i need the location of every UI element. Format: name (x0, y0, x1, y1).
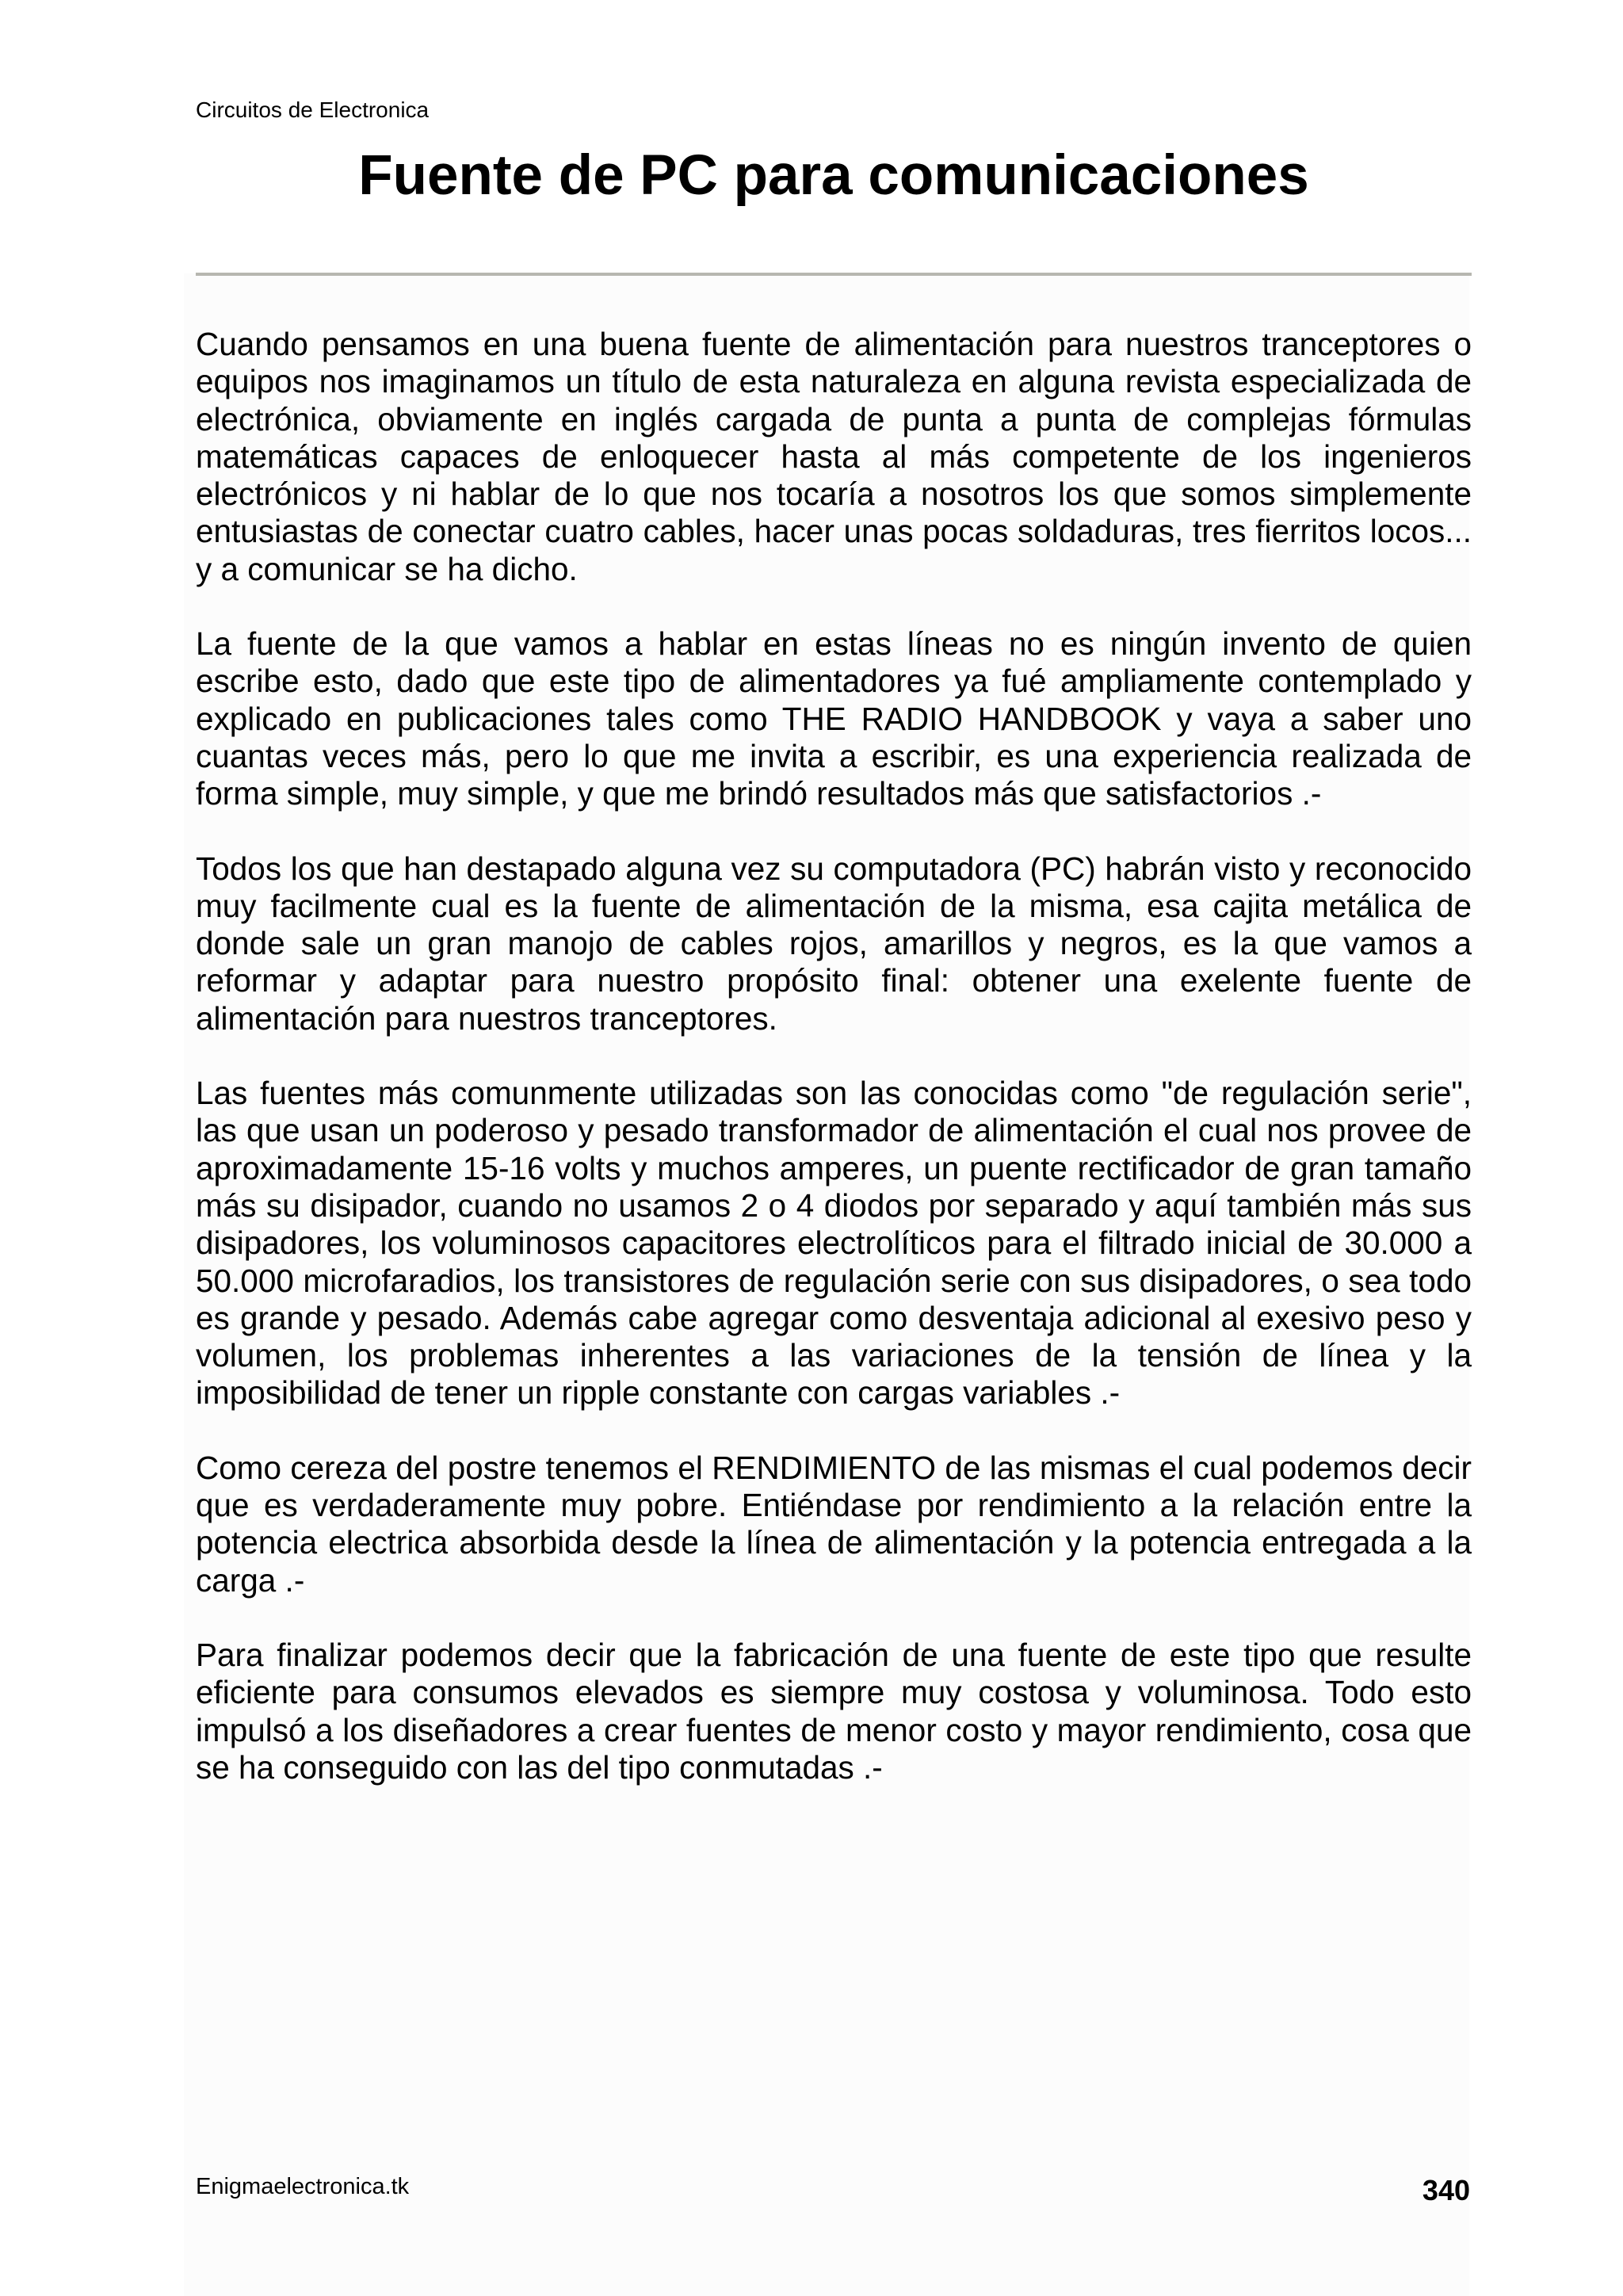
document-title: Fuente de PC para comunicaciones (358, 144, 1309, 207)
running-header: Circuitos de Electronica (196, 97, 430, 122)
paragraph: Cuando pensamos en una buena fuente de alimentación para nuestros tranceptores o equipos nos imaginamos un título de esta naturaleza en alguna revista especializada de electrónica, obviamente en inglés cargada de punta a punta de complejas fórmulas matemáticas capaces de enloquecer hasta al más competente de los ingenieros electrónicos y ni hablar de lo que nos tocaría a nosotros los que somos simplemente entusiastas de conectar cuatro cables, hacer unas pocas soldaduras, tres fierritos locos... y a comunicar se ha dicho. (196, 326, 1472, 587)
footer-website: Enigmaelectronica.tk (196, 2174, 410, 2199)
paragraph: Todos los que han destapado alguna vez su computadora (PC) habrán visto y reconocido muy facilmente cual es la fuente de alimentación de la misma, esa cajita metálica de donde sale un gran manojo de cables rojos, amarillos y negros, es la que vamos a reformar y adaptar para nuestro propósito final: obtener una exelente fuente de alimentación para nuestros tranceptores. (196, 850, 1472, 1037)
paragraph: Como cereza del postre tenemos el RENDIMIENTO de las mismas el cual podemos decir que es verdaderamente muy pobre. Entiéndase por rendimiento a la relación entre la potencia electrica absorbida desde la línea de alimentación y la potencia entregada a la carga .- (196, 1449, 1472, 1599)
paragraph: Las fuentes más comunmente utilizadas son las conocidas como "de regulación serie", las que usan un poderoso y pesado transformador de alimentación el cual nos provee de aproximadamente 15-16 volts y muchos amperes, un puente rectificador de gran tamaño más su disipador, cuando no usamos 2 o 4 diodos por separado y aquí también más sus disipadores, los voluminosos capacitores electrolíticos para el filtrado inicial de 30.000 a 50.000 microfaradios, los transistores de regulación serie con sus disipadores, o sea todo es grande y pesado. Además cabe agregar como desventaja adicional al exesivo peso y volumen, los problemas inherentes a las variaciones de la tensión de línea y la imposibilidad de tener un ripple constante con cargas variables .- (196, 1075, 1472, 1412)
title-divider (196, 273, 1472, 276)
paragraph: La fuente de la que vamos a hablar en estas líneas no es ningún invento de quien escribe esto, dado que este tipo de alimentadores ya fué ampliamente contemplado y explicado en publicaciones tales como THE RADIO HANDBOOK y vaya a saber uno cuantas veces más, pero lo que me invita a escribir, es una experiencia realizada de forma simple, muy simple, y que me brindó resultados más que satisfactorios .- (196, 625, 1472, 812)
paragraph: Para finalizar podemos decir que la fabricación de una fuente de este tipo que resulte eficiente para consumos elevados es siempre muy costosa y voluminosa. Todo esto impulsó a los diseñadores a crear fuentes de menor costo y mayor rendimiento, cosa que se ha conseguido con las del tipo conmutadas .- (196, 1636, 1472, 1786)
page-number: 340 (1422, 2174, 1470, 2206)
article-body (196, 326, 1472, 1824)
